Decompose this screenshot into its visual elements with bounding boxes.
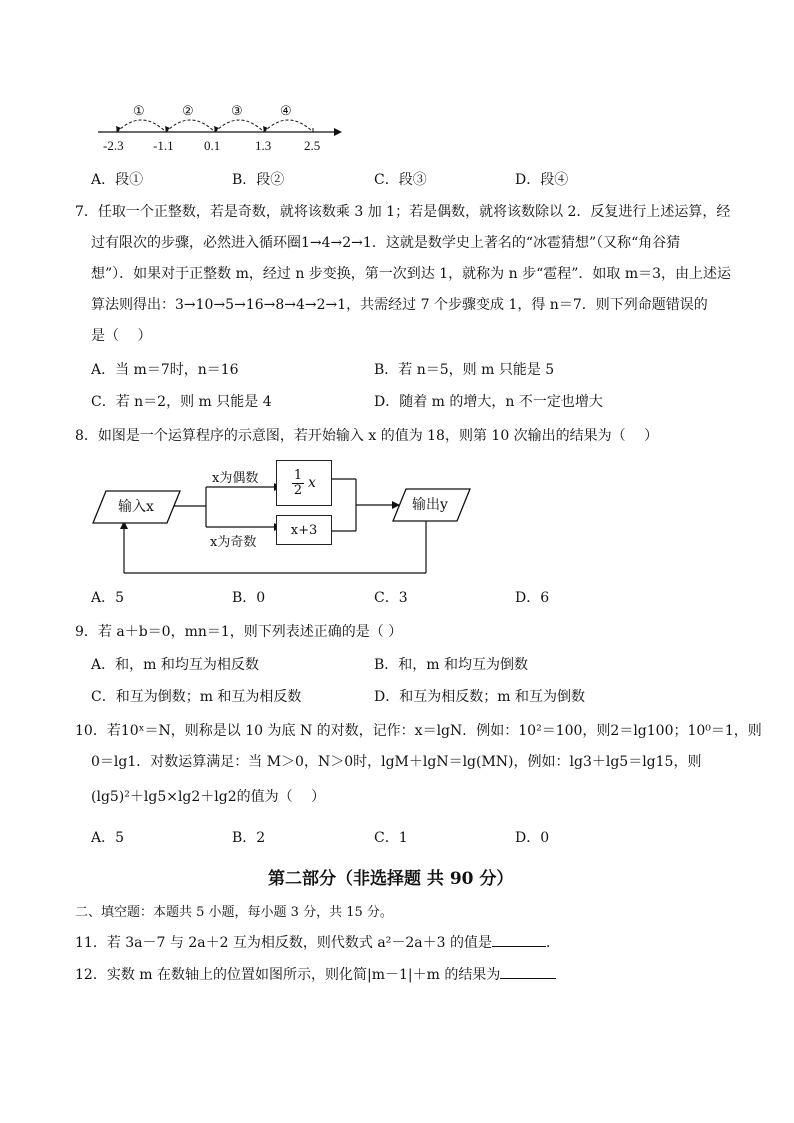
odd-branch-label: x为奇数 bbox=[210, 535, 257, 550]
q7-option-b[interactable]: B．若 n＝5，则 m 只能是 5 bbox=[374, 362, 555, 378]
even-branch-label: x为偶数 bbox=[212, 471, 259, 486]
odd-operation-box bbox=[276, 515, 332, 545]
q6-option-c[interactable]: C．段③ bbox=[374, 172, 427, 188]
q6-option-b[interactable]: B．段② bbox=[232, 172, 285, 188]
q8-option-d[interactable]: D．6 bbox=[515, 590, 550, 606]
q12-stem bbox=[75, 964, 556, 985]
section-fill-blank-title: 二、填空题：本题共 5 小题，每小题 3 分，共 15 分。 bbox=[75, 905, 393, 920]
q11-end: ． bbox=[545, 935, 560, 951]
q6-option-d[interactable]: D．段④ bbox=[515, 172, 569, 188]
q10-stem-line-3: (lg5)²＋lg5×lg2＋lg2的值为（ ） bbox=[91, 789, 326, 805]
q8-option-c[interactable]: C．3 bbox=[374, 590, 408, 606]
segment-label-3: ③ bbox=[231, 104, 243, 119]
q7-stem-line-4: 算法则得出：3→10→5→16→8→4→2→1，共需经过 7 个步骤变成 1，得 n＝7．则下列命题错误的 bbox=[91, 297, 708, 313]
q10-option-a[interactable]: A．5 bbox=[91, 830, 125, 846]
q8-option-a[interactable]: A．5 bbox=[91, 590, 125, 606]
q7-option-a[interactable]: A．当 m＝7时，n＝16 bbox=[91, 362, 239, 378]
q10-stem-line-1: 10．若10ˣ＝N，则称是以 10 为底 N 的对数，记作：x＝lgN．例如：10²＝100，则2＝lg100；10⁰＝1，则 bbox=[75, 723, 762, 739]
q10-option-c[interactable]: C．1 bbox=[374, 830, 408, 846]
q11-stem bbox=[75, 932, 560, 953]
q9-option-c[interactable]: C．和互为倒数；m 和互为相反数 bbox=[91, 689, 302, 705]
q7-option-c[interactable]: C．若 n＝2，则 m 只能是 4 bbox=[91, 394, 272, 410]
q10-option-b[interactable]: B．2 bbox=[232, 830, 266, 846]
q11-answer-blank[interactable] bbox=[492, 932, 546, 947]
even-operation-box bbox=[276, 460, 332, 506]
even-op-variable: x bbox=[308, 475, 316, 491]
tick-label: 2.5 bbox=[304, 138, 321, 153]
flow-output-label: 输出y bbox=[412, 497, 448, 513]
fraction-one-half bbox=[292, 469, 304, 498]
q9-stem: 9．若 a＋b＝0，mn＝1，则下列表述正确的是（ ） bbox=[75, 624, 403, 640]
q9-option-d[interactable]: D．和互为相反数；m 和互为倒数 bbox=[374, 689, 585, 705]
tick-label: -2.3 bbox=[103, 138, 124, 153]
q10-option-d[interactable]: D．0 bbox=[515, 830, 550, 846]
q7-stem-line-1: 7．任取一个正整数，若是奇数，就将该数乘 3 加 1；若是偶数，就将该数除以 2．反复进行上述运算，经 bbox=[75, 204, 731, 220]
q11-text: 11．若 3a－7 与 2a＋2 互为相反数，则代数式 a²－2a＋3 的值是 bbox=[75, 935, 492, 951]
flow-input-label: 输入x bbox=[118, 499, 154, 515]
segment-label-1: ① bbox=[133, 104, 145, 119]
q12-text: 12．实数 m 在数轴上的位置如图所示，则化简|m－1|＋m 的结果为 bbox=[75, 967, 501, 983]
q7-option-d[interactable]: D．随着 m 的增大，n 不一定也增大 bbox=[374, 394, 603, 410]
q9-option-a[interactable]: A．和，m 和均互为相反数 bbox=[91, 657, 259, 673]
q8-stem: 8．如图是一个运算程序的示意图，若开始输入 x 的值为 18，则第 10 次输出的结果为（ ） bbox=[75, 428, 659, 444]
tick-label: 0.1 bbox=[204, 138, 221, 153]
fraction-denominator: 2 bbox=[293, 482, 303, 498]
q12-answer-blank[interactable] bbox=[500, 964, 556, 979]
q10-stem-line-2: 0＝lg1．对数运算满足：当 M＞0，N＞0时，lgM＋lgN＝lg(MN)，例如：lg3＋lg5＝lg15，则 bbox=[91, 754, 702, 770]
odd-op-label: x+3 bbox=[290, 522, 318, 538]
segment-label-4: ④ bbox=[280, 104, 292, 119]
q9-option-b[interactable]: B．和，m 和均互为倒数 bbox=[374, 657, 529, 673]
q8-option-b[interactable]: B．0 bbox=[232, 590, 266, 606]
part-two-heading: 第二部分（非选择题 共 90 分） bbox=[268, 869, 514, 889]
q7-stem-line-3: 想”）．如果对于正整数 m，经过 n 步变换，第一次到达 1，就称为 n 步“雹程”．如取 m＝3，由上述运 bbox=[91, 266, 732, 282]
q6-option-a[interactable]: A．段① bbox=[91, 172, 144, 188]
q7-stem-line-2: 过有限次的步骤，必然进入循环圈1→4→2→1．这就是数学史上著名的“冰雹猜想”（又称“角谷猜 bbox=[91, 235, 681, 251]
tick-label: 1.3 bbox=[255, 138, 272, 153]
tick-label: -1.1 bbox=[153, 138, 174, 153]
q7-stem-line-5: 是（ ） bbox=[91, 328, 152, 344]
segment-label-2: ② bbox=[182, 104, 194, 119]
fraction-numerator: 1 bbox=[293, 467, 303, 483]
